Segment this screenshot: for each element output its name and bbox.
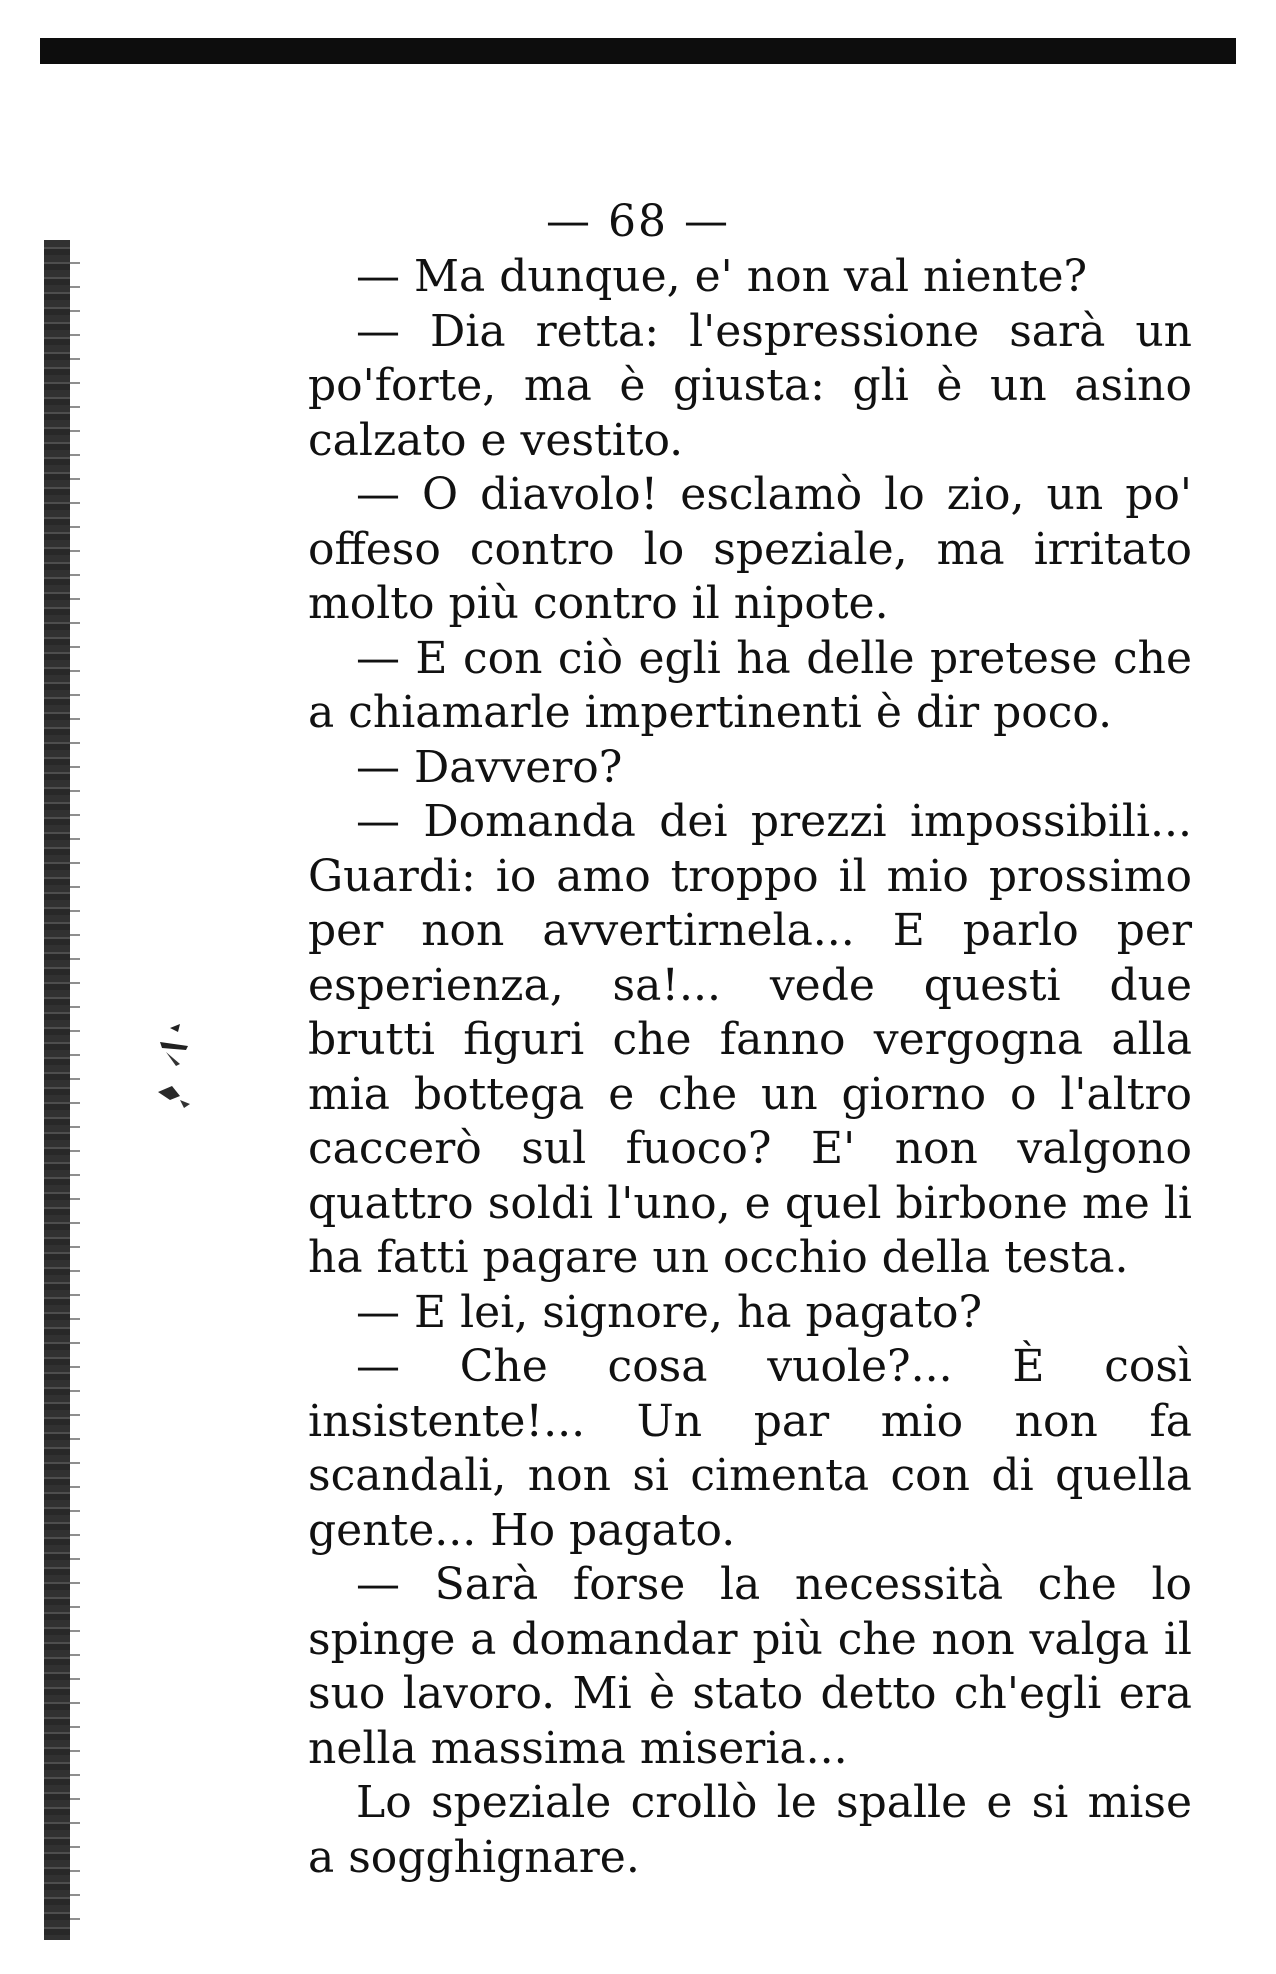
binding-edge-marks xyxy=(70,240,80,1940)
paragraph: — Domanda dei prezzi impossibili... Guardi: io amo troppo il mio prossimo per non avvertirnela... E parlo per esperienza, sa!... vede questi due brutti figuri che fanno vergogna alla mia bottega e che un giorno o l'altro caccerò sul fuoco? E' non valgono quattro soldi l'uno, e quel birbone me li ha fatti pagare un occhio della testa. xyxy=(308,796,1192,1283)
page-number: — 68 — xyxy=(546,196,730,247)
paragraph: Lo speziale crollò le spalle e si mise a sogghignare. xyxy=(308,1777,1192,1883)
paragraph: — Ma dunque, e' non val niente? xyxy=(356,251,1088,302)
page-top-border xyxy=(40,38,1236,64)
paragraph: — Sarà forse la necessità che lo spinge a domandar più che non valga il suo lavoro. Mi è stato detto ch'egli era nella massima miseria... xyxy=(308,1559,1192,1774)
paragraph: — E lei, signore, ha pagato? xyxy=(356,1286,983,1338)
paragraph: — Che cosa vuole?... È così insistente!... Un par mio non fa scandali, non si cimenta con di quella gente... Ho pagato. xyxy=(308,1341,1192,1556)
paragraph: — Davvero? xyxy=(356,741,623,793)
paragraph: — Dia retta: l'espressione sarà un po'forte, ma è giusta: gli è un asino calzato e vestito. xyxy=(308,305,1192,466)
binding-edge xyxy=(44,240,70,1940)
paragraph: — E con ciò egli ha delle pretese che a chiamarle impertinenti è dir poco. xyxy=(308,632,1192,738)
paragraph: — O diavolo! esclamò lo zio, un po' offeso contro lo speziale, ma irritato molto più contro il nipote. xyxy=(308,469,1192,629)
ink-smudge xyxy=(150,1020,210,1110)
body-text xyxy=(308,250,1192,1885)
